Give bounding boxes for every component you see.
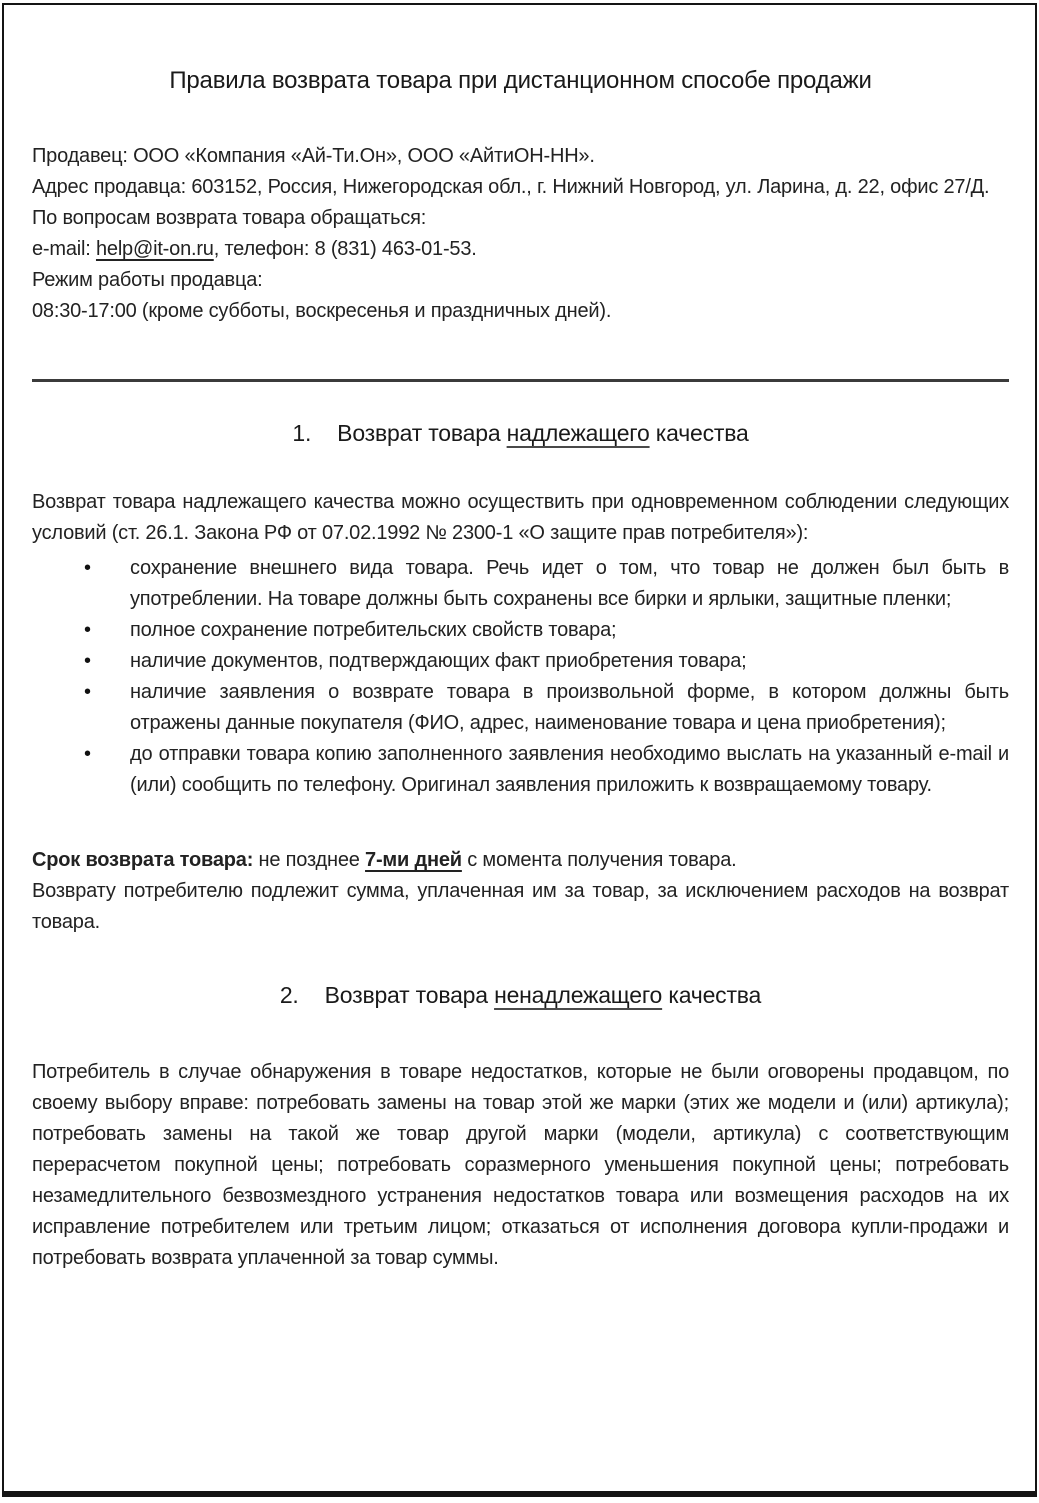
section-1-title-pre: Возврат товара	[337, 420, 507, 446]
bullet-icon: •	[84, 681, 91, 703]
bullet-icon: •	[84, 743, 91, 765]
seller-address: Адрес продавца: 603152, Россия, Нижегородская обл., г. Нижний Новгород, ул. Ларина, д. 22, офис 27/Д.	[32, 176, 990, 198]
bullet-icon: •	[84, 650, 91, 672]
underlined-term: надлежащего	[506, 420, 650, 446]
return-term-highlight: 7-ми дней	[365, 849, 462, 871]
list-item-text: наличие документов, подтверждающих факт приобретения товара;	[130, 650, 747, 672]
underlined-term: ненадлежащего	[494, 982, 663, 1008]
list-item	[32, 553, 1009, 615]
conditions-list	[32, 553, 1009, 801]
section-1-number: 1.	[292, 420, 312, 446]
return-term-label: Срок возврата товара:	[32, 849, 254, 871]
return-terms-block	[32, 845, 1009, 938]
seller-info-block	[32, 141, 1009, 327]
section-2-heading	[32, 982, 1009, 1009]
phone-text: , телефон: 8 (831) 463-01-53.	[213, 238, 477, 260]
seller-line: Продавец: ООО «Компания «Ай-Ти.Он», ООО «АйтиОН-НН».	[32, 145, 595, 167]
document-title: Правила возврата товара при дистанционном способе продажи	[169, 67, 872, 94]
section-divider	[32, 379, 1009, 382]
section-1-title	[337, 420, 748, 446]
return-term-text-after: с момента получения товара.	[461, 849, 737, 871]
work-hours-value: 08:30-17:00 (кроме субботы, воскресенья и праздничных дней).	[32, 300, 612, 322]
section-2-number: 2.	[279, 982, 299, 1008]
section-2-title-pre: Возврат товара	[324, 982, 495, 1008]
section-2-title-post: качества	[662, 982, 762, 1008]
section-1-lead: Возврат товара надлежащего качества можно осуществить при одновременном соблюдении следующих условий (ст. 26.1. Закона РФ от 07.02.1992 № 2300-1 «О защите прав потребителя»):	[32, 491, 1009, 544]
section-2-body: Потребитель в случае обнаружения в товаре недостатков, которые не были оговорены продавцом, по своему выбору вправе: потребовать замены на товар этой же марки (этих же модели и (или) артикула); потребовать замены на такой же товар другой марки (модели, артикула) с соответствующим перерасчетом покупной цены; потребовать соразмерного уменьшения покупной цены; потребовать незамедлительного безвозмездного устранения недостатков товара или возмещения расходов на их исправление потребителем или третьим лицом; отказаться от исполнения договора купли-продажи и потребовать возврата уплаченной за товар суммы.	[32, 1061, 1009, 1269]
list-item-text: сохранение внешнего вида товара. Речь идет о том, что товар не должен был быть в употреблении. На товаре должны быть сохранены все бирки и ярлыки, защитные пленки;	[130, 557, 1009, 610]
email-link[interactable]: help@it-on.ru	[95, 238, 214, 260]
refund-note: Возврату потребителю подлежит сумма, уплаченная им за товар, за исключением расходов на возврат товара.	[32, 880, 1009, 933]
email-label: e-mail:	[32, 238, 96, 260]
returns-contact-note: По вопросам возврата товара обращаться:	[32, 207, 427, 229]
list-item-text: наличие заявления о возврате товара в произвольной форме, в котором должны быть отражены данные покупателя (ФИО, адрес, наименование товара и цена приобретения);	[130, 681, 1009, 734]
bullet-icon: •	[84, 557, 91, 579]
list-item	[32, 677, 1009, 739]
list-item	[32, 646, 1009, 677]
bullet-icon: •	[84, 619, 91, 641]
contact-line	[32, 234, 1009, 265]
list-item	[32, 615, 1009, 646]
list-item-text: полное сохранение потребительских свойств товара;	[130, 619, 617, 641]
list-item-text: до отправки товара копию заполненного заявления необходимо выслать на указанный e-mail и (или) сообщить по телефону. Оригинал заявления приложить к возвращаемому товару.	[130, 743, 1009, 796]
section-1-title-post: качества	[649, 420, 749, 446]
section-2-title	[325, 982, 762, 1008]
section-1-heading	[32, 420, 1009, 447]
return-term-text-before: не позднее	[253, 849, 366, 871]
work-hours-label: Режим работы продавца:	[32, 269, 263, 291]
document-page	[2, 3, 1037, 1497]
list-item	[32, 739, 1009, 801]
return-term-line	[32, 845, 1009, 876]
